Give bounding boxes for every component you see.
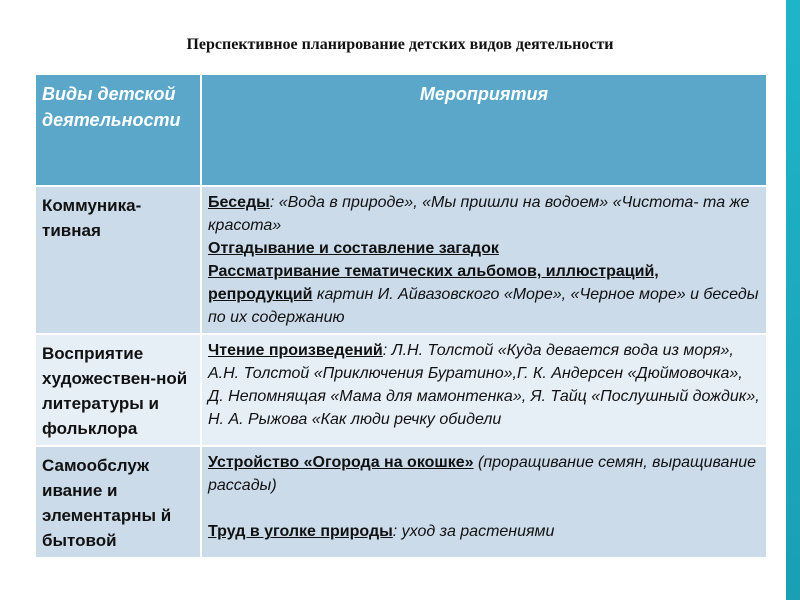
events-cell xyxy=(201,186,766,334)
page-title: Перспективное планирование детских видов деятельности xyxy=(186,36,614,53)
events-heading: Беседы xyxy=(208,194,270,211)
events-text: (проращивание семян, выращивание рассады) xyxy=(208,454,757,494)
table-row xyxy=(35,186,766,334)
events-heading: Устройство «Огорода на окошке» xyxy=(208,454,474,471)
table-row xyxy=(35,446,766,558)
planning-table-container xyxy=(34,73,766,600)
planning-table xyxy=(34,73,766,559)
kind-cell: Самообслуж ивание и элементарны й бытовой xyxy=(35,446,201,558)
events-cell xyxy=(201,334,766,446)
events-cell xyxy=(201,446,766,558)
events-text: : уход за растениями xyxy=(392,523,555,540)
header-events: Мероприятия xyxy=(201,74,766,186)
spacer xyxy=(208,497,760,520)
events-text: картин И. Айвазовского «Море», «Черное море» и беседы по их содержанию xyxy=(208,286,759,326)
events-heading: Чтение произведений xyxy=(208,342,383,359)
kind-cell: Коммуника-тивная xyxy=(35,186,201,334)
accent-bar xyxy=(786,0,800,600)
table-row xyxy=(35,334,766,446)
events-heading: Труд в уголке природы xyxy=(208,523,393,540)
events-heading: Отгадывание и составление загадок xyxy=(208,240,499,257)
events-text: : «Вода в природе», «Мы пришли на водоем» «Чистота- та же красота» xyxy=(208,194,750,234)
table-header-row xyxy=(35,74,766,186)
header-kinds: Виды детской деятельности xyxy=(35,74,201,186)
kind-cell: Восприятие художествен-ной литературы и фольклора xyxy=(35,334,201,446)
events-text: : Л.Н. Толстой «Куда девается вода из моря», А.Н. Толстой «Приключения Буратино»,Г. К. Андерсен «Дюймовочка», Д. Непомнящая «Мама для мамонтенка», Я. Тайц «Послушный дождик», Н. А. Рыжова «Как люди речку обидели xyxy=(208,342,760,428)
events-heading: Рассматривание тематических альбомов, иллюстраций, репродукций xyxy=(208,263,659,303)
